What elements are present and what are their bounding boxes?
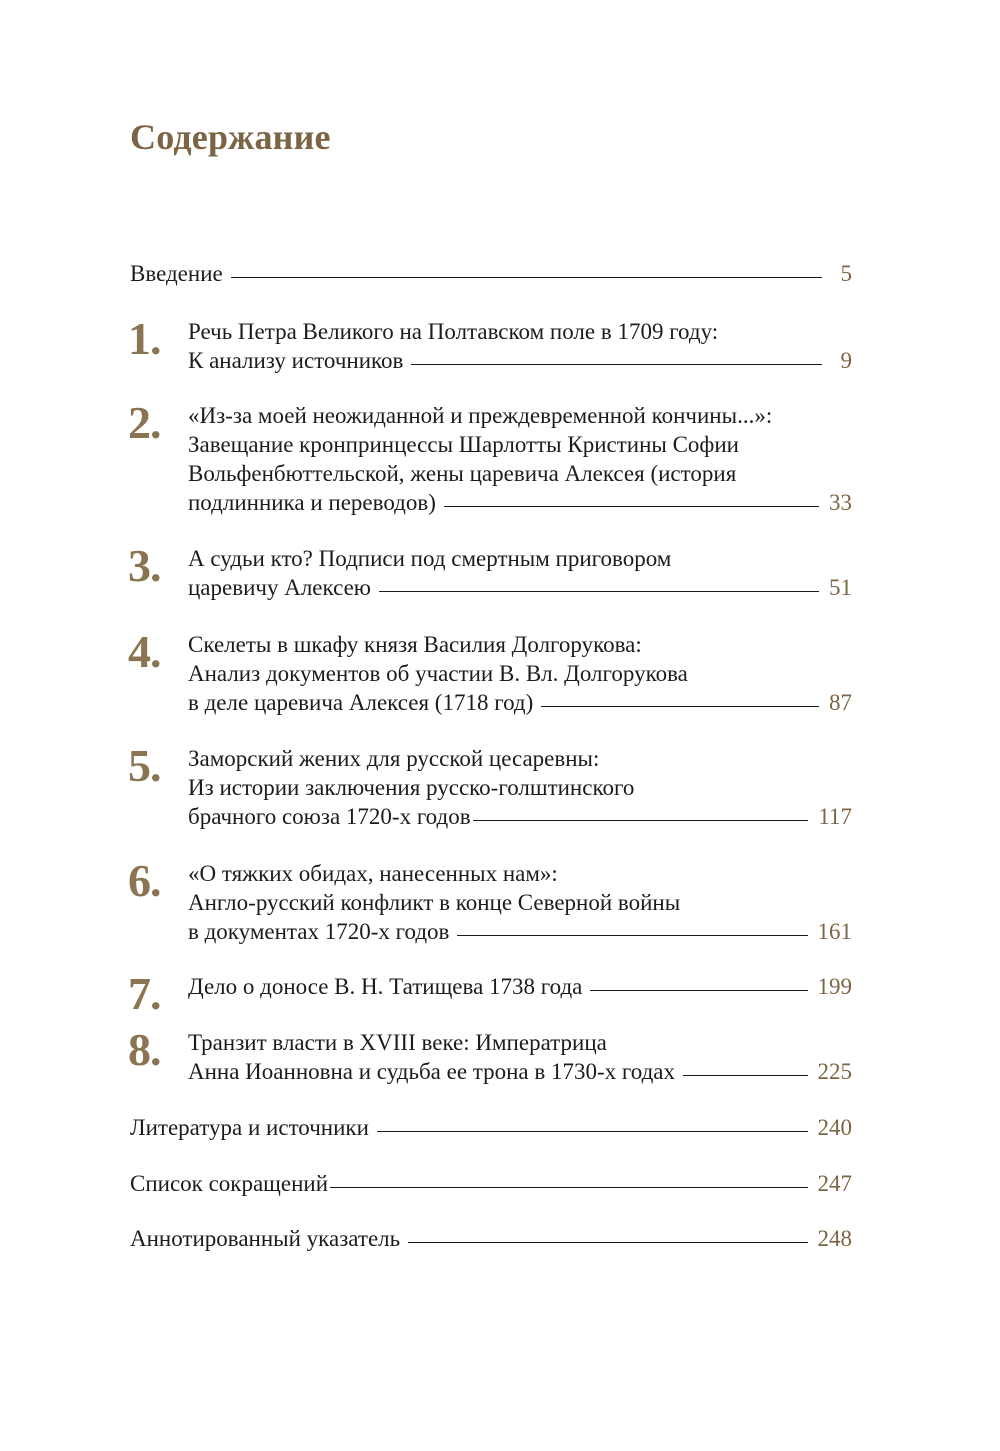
toc-entry-title: Литература и источники: [130, 1115, 369, 1140]
toc-page-number: 161: [817, 919, 852, 944]
toc-line: [130, 1113, 852, 1143]
page-title: Содержание: [130, 117, 331, 157]
chapter-number: 8.: [128, 1024, 161, 1075]
dot-leader: [590, 989, 807, 991]
chapter-number: 3.: [128, 540, 161, 591]
chapter-number: 5.: [128, 740, 161, 791]
dot-leader: [330, 1186, 807, 1188]
toc-entry-title: Список сокращений: [130, 1171, 329, 1196]
toc-line: Заморский жених для русской цесаревны:: [188, 746, 600, 771]
toc-entry-title: в деле царевича Алексея (1718 год): [188, 690, 534, 715]
toc-line: [188, 1057, 852, 1087]
toc-entry-title: Дело о доносе В. Н. Татищева 1738 года: [188, 974, 583, 999]
toc-line: [130, 1224, 852, 1254]
toc-line: А судьи кто? Подписи под смертным приговором: [188, 546, 672, 571]
toc-line: Завещание кронпринцессы Шарлотты Кристины Софии: [188, 432, 739, 457]
toc-page-number: 117: [818, 804, 852, 829]
dot-leader: [377, 1130, 808, 1132]
toc-line: Из истории заключения русско-голштинского: [188, 775, 635, 800]
toc-entry-title: подлинника и переводов): [188, 490, 436, 515]
toc-entry-title: Аннотированный указатель: [130, 1226, 401, 1251]
toc-page-number: 87: [829, 690, 852, 715]
toc-entry-title: Анна Иоанновна и судьба ее трона в 1730-х годах: [188, 1059, 676, 1084]
toc-line: «О тяжких обидах, нанесенных нам»:: [188, 861, 558, 886]
chapter-number: 4.: [128, 626, 161, 677]
toc-line: [188, 573, 852, 603]
toc-line: [130, 259, 852, 289]
toc-line: [188, 488, 852, 518]
toc-line: Транзит власти в XVIII веке: Императрица: [188, 1030, 607, 1055]
dot-leader: [231, 276, 822, 278]
toc-page-number: 248: [817, 1226, 852, 1251]
dot-leader: [379, 590, 819, 592]
toc-line: Вольфенбюттельской, жены царевича Алексея (история: [188, 461, 737, 486]
toc-line: [188, 802, 852, 832]
chapter-number: 2.: [128, 397, 161, 448]
toc-page-number: 225: [817, 1059, 852, 1084]
dot-leader: [444, 505, 819, 507]
toc-page-number: 33: [829, 490, 852, 515]
toc-line: [188, 346, 852, 376]
toc-line: Англо-русский конфликт в конце Северной войны: [188, 890, 681, 915]
toc-page-number: 9: [840, 348, 852, 373]
toc-entry-title: царевичу Алексею: [188, 575, 371, 600]
chapter-number: 1.: [128, 313, 161, 364]
toc-page-number: 247: [817, 1171, 852, 1196]
toc-entry-title: брачного союза 1720-х годов: [188, 804, 471, 829]
chapter-number: 6.: [128, 855, 161, 906]
chapter-number: 7.: [128, 968, 161, 1019]
dot-leader: [457, 934, 807, 936]
dot-leader: [408, 1241, 807, 1243]
toc-page-number: 240: [817, 1115, 852, 1140]
toc-page-number: 199: [817, 974, 852, 999]
toc-page-number: 51: [829, 575, 852, 600]
toc-entry-title: в документах 1720-х годов: [188, 919, 450, 944]
toc-entry-title: К анализу источников: [188, 348, 404, 373]
toc-line: «Из-за моей неожиданной и преждевременной кончины...»:: [188, 403, 773, 428]
dot-leader: [473, 819, 809, 821]
dot-leader: [683, 1074, 807, 1076]
toc-entry-title: Введение: [130, 261, 223, 286]
toc-line: Скелеты в шкафу князя Василия Долгорукова:: [188, 632, 642, 657]
toc-line: [130, 1169, 852, 1199]
toc-line: [188, 917, 852, 947]
dot-leader: [411, 363, 822, 365]
toc-line: Анализ документов об участии В. Вл. Долгорукова: [188, 661, 688, 686]
toc-line: [188, 972, 852, 1002]
toc-line: Речь Петра Великого на Полтавском поле в 1709 году:: [188, 319, 719, 344]
toc-page-number: 5: [840, 261, 852, 286]
toc-line: [188, 688, 852, 718]
dot-leader: [541, 705, 819, 707]
